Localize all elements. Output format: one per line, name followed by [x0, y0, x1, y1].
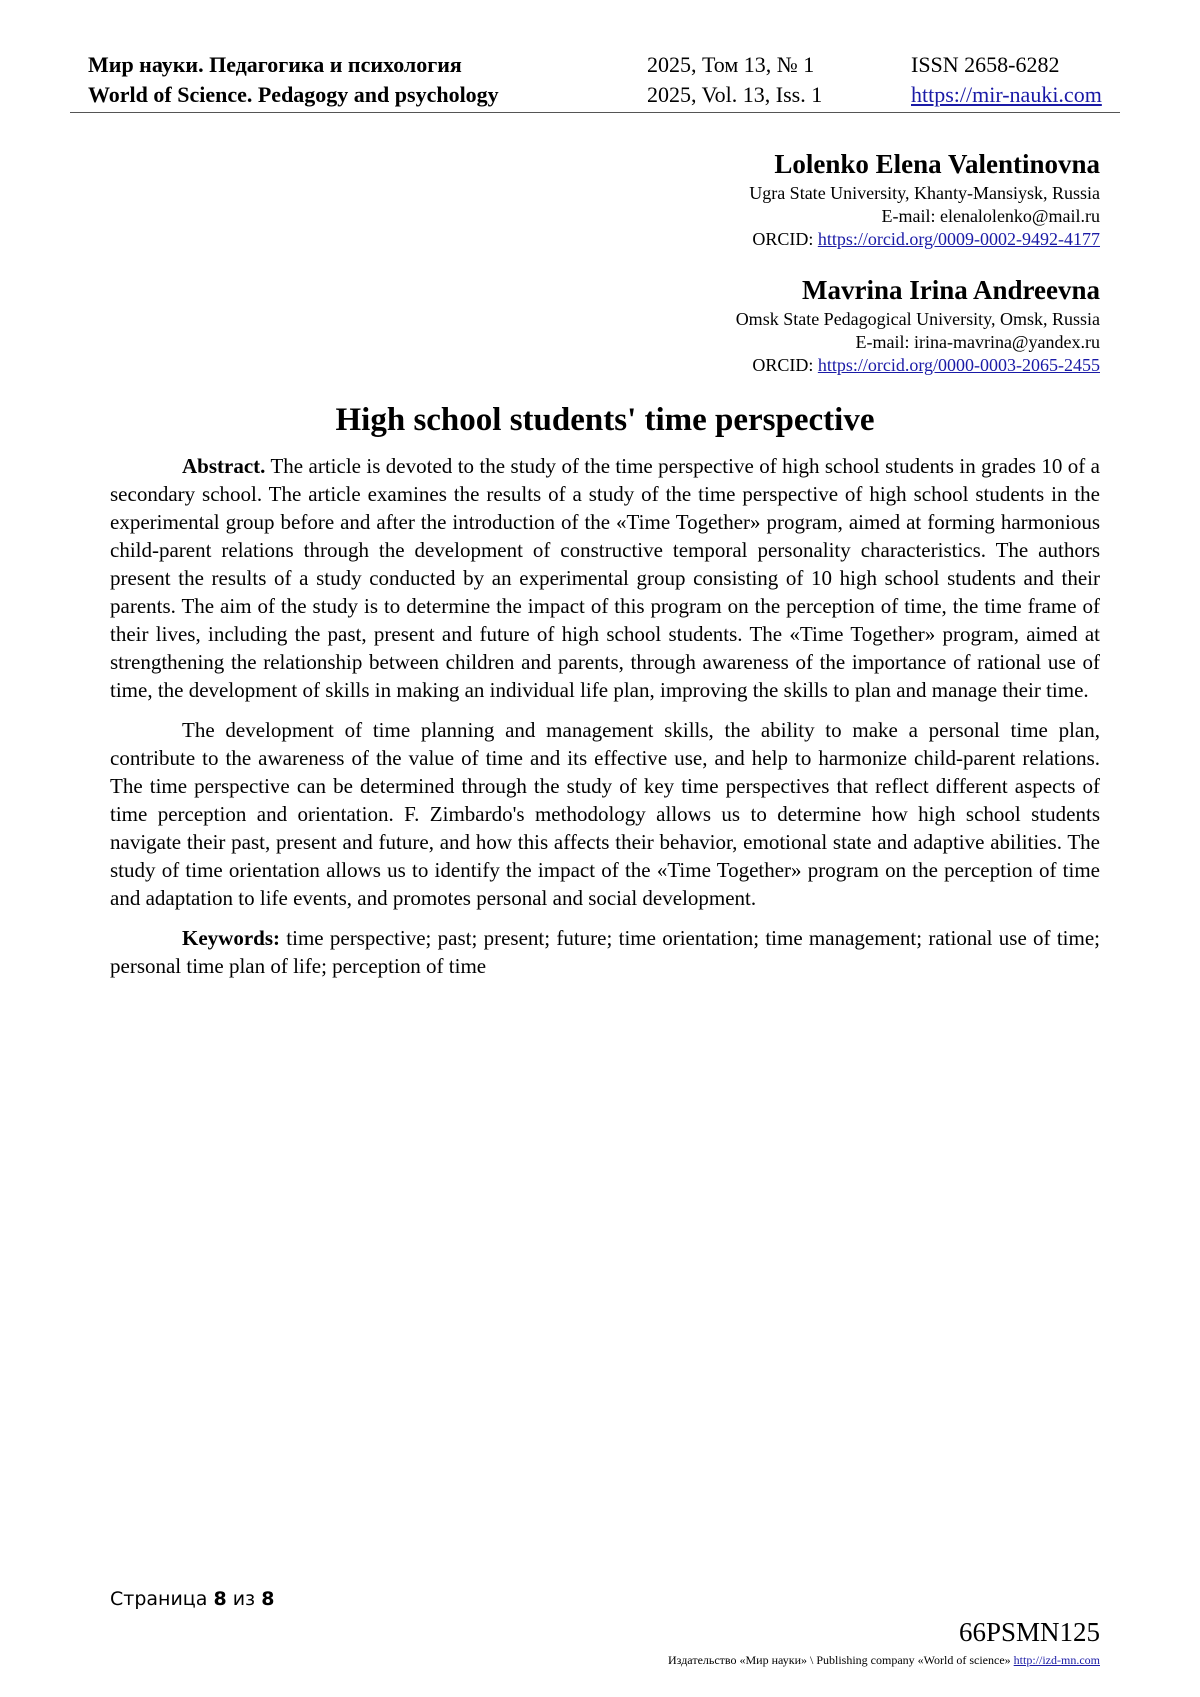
author-name: Lolenko Elena Valentinovna [774, 149, 1100, 179]
publisher-link[interactable]: http://izd-mn.com [1013, 1653, 1100, 1667]
issue-en: 2025, Vol. 13, Iss. 1 [647, 82, 823, 107]
abstract-text: The article is devoted to the study of the time perspective of high school students in grades 10 of a secondary school. The article examines the results of a study of the time perspective of high school students in the experimental group before and after the introduction of the «Time Together» program, aimed at forming harmonious child-parent relations through the development of constructive temporal personality characteristics. The authors present the results of a study conducted by an experimental group consisting of 10 high school students and their parents. The aim of the study is to determine the impact of this program on the perception of time, the time frame of their lives, including the past, present and future of high school students. The «Time Together» program, aimed at strengthening the relationship between children and parents, through awareness of the importance of rational use of time, the development of skills in making an individual life plan, improving the skills to plan and manage their time. [110, 454, 1100, 702]
issn-column [911, 50, 1102, 110]
orcid-link[interactable]: https://orcid.org/0009-0002-9492-4177 [817, 229, 1100, 249]
journal-name-column [88, 50, 499, 110]
article-body [110, 452, 1100, 992]
page-number [110, 1588, 274, 1610]
author-affiliation: Omsk State Pedagogical University, Omsk, Russia [735, 309, 1100, 329]
journal-header [70, 50, 1120, 113]
page-middle: из [226, 1588, 262, 1610]
orcid-label: ORCID: [752, 229, 818, 249]
author-email: E-mail: elenalolenko@mail.ru [881, 206, 1100, 226]
keywords-paragraph [110, 924, 1100, 980]
issue-ru: 2025, Том 13, № 1 [647, 52, 815, 77]
article-title: High school students' time perspective [335, 402, 875, 438]
journal-site-link[interactable]: https://mir-nauki.com [911, 82, 1102, 107]
abstract-paragraph [110, 452, 1100, 704]
author-email: E-mail: irina-mavrina@yandex.ru [855, 332, 1100, 352]
journal-name-ru: Мир науки. Педагогика и психология [88, 52, 462, 77]
author-affiliation: Ugra State University, Khanty-Mansiysk, Russia [749, 183, 1100, 203]
author-name: Mavrina Irina Andreevna [801, 275, 1100, 305]
issn: ISSN 2658-6282 [911, 52, 1060, 77]
issue-column [647, 50, 822, 110]
journal-name-en: World of Science. Pedagogy and psychology [88, 82, 499, 107]
author-block-2 [736, 272, 1100, 377]
author-orcid [749, 228, 1100, 251]
orcid-label: ORCID: [752, 355, 818, 375]
keywords-text: time perspective; past; present; future; time orientation; time management; rational use of time; personal time plan of life; perception of time [110, 926, 1100, 978]
orcid-link[interactable]: https://orcid.org/0000-0003-2065-2455 [817, 355, 1100, 375]
publisher-line [668, 1653, 1100, 1668]
author-orcid [736, 354, 1100, 377]
page-total: 8 [261, 1588, 275, 1610]
body-paragraph: The development of time planning and management skills, the ability to make a personal time plan, contribute to the awareness of the value of time and its effective use, and help to harmonize child-parent relations. The time perspective can be determined through the study of key time perspectives that reflect different aspects of time perception and orientation. F. Zimbardo's methodology allows us to determine how high school students navigate their past, present and future, and how this affects their behavior, emotional state and adaptive abilities. The study of time orientation allows us to identify the impact of the «Time Together» program on the perception of time and adaptation to life events, and promotes personal and social development. [110, 718, 1100, 910]
author-block-1 [749, 146, 1100, 251]
keywords-label: Keywords: [182, 926, 280, 950]
page-prefix: Страница [110, 1588, 214, 1610]
abstract-label: Abstract. [182, 454, 266, 478]
page-current: 8 [213, 1588, 227, 1610]
article-code: 66PSMN125 [958, 1617, 1100, 1647]
publisher-text: Издательство «Мир науки» \ Publishing company «World of science» [668, 1653, 1014, 1667]
